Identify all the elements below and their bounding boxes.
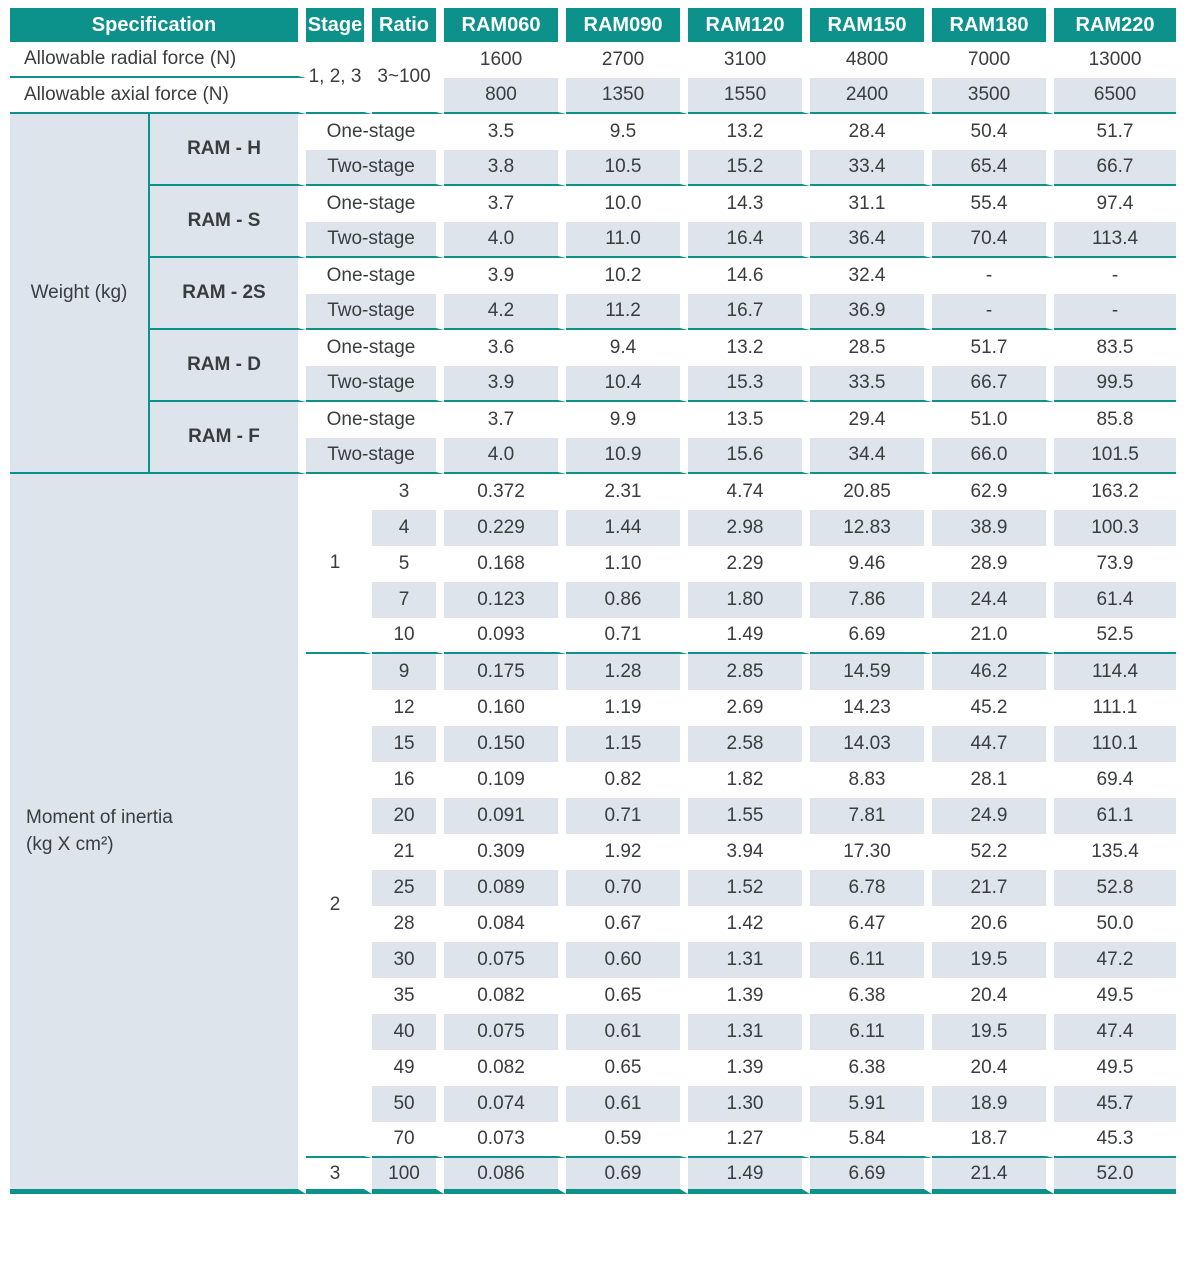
- value-cell: 110.1: [1054, 726, 1176, 762]
- value-cell: 6.38: [810, 1050, 932, 1086]
- value-cell: 1.19: [566, 690, 688, 726]
- value-cell: 28.5: [810, 330, 932, 366]
- value-cell: 2.58: [688, 726, 810, 762]
- value-cell: 45.3: [1054, 1122, 1176, 1158]
- value-cell: 1.49: [688, 618, 810, 654]
- value-cell: 100.3: [1054, 510, 1176, 546]
- value-cell: 13000: [1088, 49, 1142, 70]
- header-ratio: Ratio: [372, 8, 444, 42]
- value-cell: 33.5: [810, 366, 932, 402]
- value-cell: 163.2: [1091, 481, 1139, 502]
- value-cell: 4.0: [444, 222, 566, 258]
- value-cell: 55.4: [932, 186, 1054, 222]
- value-cell: 1.10: [566, 546, 688, 582]
- value-cell: 0.082: [444, 1050, 566, 1086]
- value-cell: 50.4: [932, 114, 1054, 150]
- value-cell: 5.84: [810, 1122, 932, 1158]
- value-cell: 66.0: [932, 438, 1054, 474]
- value-cell: 20.4: [932, 1050, 1054, 1086]
- value-cell: 21.4: [932, 1158, 1054, 1194]
- value-cell: 0.61: [566, 1014, 688, 1050]
- header-model-ram120: RAM120: [688, 8, 810, 42]
- value-cell: 83.5: [1096, 337, 1134, 358]
- value-cell: 7.86: [810, 582, 932, 618]
- value-cell: 1.49: [688, 1158, 810, 1194]
- table-row: [10, 186, 1176, 222]
- value-cell: 13.2: [688, 330, 810, 366]
- ratio-cell: 16: [372, 762, 444, 798]
- value-cell: 50.0: [1096, 913, 1134, 934]
- value-cell: 2.85: [688, 654, 810, 690]
- header-model-ram180: RAM180: [932, 8, 1054, 42]
- value-cell: 7000: [932, 42, 1054, 78]
- value-cell: 15.3: [688, 366, 810, 402]
- value-cell: 1.55: [688, 798, 810, 834]
- value-cell: 0.61: [566, 1086, 688, 1122]
- row-label-axial-force: Allowable axial force (N): [10, 78, 306, 114]
- value-cell: 6.69: [810, 1158, 932, 1194]
- value-cell: 13.2: [688, 114, 810, 150]
- value-cell: 0.309: [444, 834, 566, 870]
- value-cell: 52.8: [1054, 870, 1176, 906]
- value-cell: 0.69: [566, 1158, 688, 1194]
- value-cell: 1.15: [566, 726, 688, 762]
- value-cell: 1.92: [566, 834, 688, 870]
- inertia-label-line1: Moment of inertia: [26, 806, 173, 828]
- value-cell: 31.1: [810, 186, 932, 222]
- value-cell: 47.2: [1054, 942, 1176, 978]
- value-cell: 45.2: [932, 690, 1054, 726]
- value-cell: 10.2: [566, 258, 688, 294]
- value-cell: 33.4: [810, 150, 932, 186]
- value-cell: 0.71: [566, 798, 688, 834]
- value-cell: 6.11: [810, 1014, 932, 1050]
- value-cell: 0.089: [444, 870, 566, 906]
- value-cell: 36.4: [810, 222, 932, 258]
- value-cell: 61.4: [1054, 582, 1176, 618]
- ratio-cell: 9: [372, 654, 444, 690]
- inertia-stage-3: 3: [306, 1158, 372, 1194]
- value-cell: 28.9: [932, 546, 1054, 582]
- value-cell: 1.80: [688, 582, 810, 618]
- value-cell: 14.03: [810, 726, 932, 762]
- stage-type-label: One-stage: [306, 402, 444, 438]
- value-cell: 21.0: [932, 618, 1054, 654]
- value-cell: 36.9: [810, 294, 932, 330]
- value-cell: 0.65: [566, 978, 688, 1014]
- value-cell: 1.31: [688, 942, 810, 978]
- value-cell: 0.372: [444, 474, 566, 510]
- value-cell: 3.7: [444, 186, 566, 222]
- value-cell: 1.82: [688, 762, 810, 798]
- ratio-cell: 12: [372, 690, 444, 726]
- value-cell: 1.28: [566, 654, 688, 690]
- value-cell: 1.27: [688, 1122, 810, 1158]
- value-cell: 0.086: [444, 1158, 566, 1194]
- stage-type-label: One-stage: [306, 330, 444, 366]
- ratio-cell: 40: [372, 1014, 444, 1050]
- table-row: [10, 114, 1176, 150]
- value-cell: 21.7: [932, 870, 1054, 906]
- value-cell: 73.9: [1096, 553, 1134, 574]
- value-cell: 14.23: [810, 690, 932, 726]
- ratio-cell: 20: [372, 798, 444, 834]
- value-cell: 0.073: [444, 1122, 566, 1158]
- value-cell: 47.4: [1054, 1014, 1176, 1050]
- value-cell: 0.082: [444, 978, 566, 1014]
- ratio-cell: 100: [372, 1158, 444, 1194]
- value-cell: 6.69: [810, 618, 932, 654]
- value-cell: 0.59: [566, 1122, 688, 1158]
- value-cell: 19.5: [932, 1014, 1054, 1050]
- value-cell: 2400: [810, 78, 932, 114]
- value-cell: 1.30: [688, 1086, 810, 1122]
- value-cell: 5.91: [810, 1086, 932, 1122]
- value-cell: 19.5: [932, 942, 1054, 978]
- value-cell: 0.109: [444, 762, 566, 798]
- value-cell: 97.4: [1096, 193, 1134, 214]
- stage-type-label: One-stage: [306, 114, 444, 150]
- value-cell: 20.85: [810, 474, 932, 510]
- value-cell: 34.4: [810, 438, 932, 474]
- value-cell: 1.31: [688, 1014, 810, 1050]
- ratio-cell: 3: [372, 474, 444, 510]
- value-cell: 16.7: [688, 294, 810, 330]
- header-stage: Stage: [306, 8, 372, 42]
- stage-type-label: One-stage: [306, 186, 444, 222]
- value-cell: 6.78: [810, 870, 932, 906]
- value-cell: 20.4: [932, 978, 1054, 1014]
- stage-type-label: Two-stage: [306, 294, 444, 330]
- inertia-section-label: [10, 474, 306, 1194]
- value-cell: 15.6: [688, 438, 810, 474]
- value-cell: 99.5: [1054, 366, 1176, 402]
- value-cell: 52.0: [1054, 1158, 1176, 1194]
- value-cell: 0.60: [566, 942, 688, 978]
- value-cell: 10.0: [566, 186, 688, 222]
- value-cell: 6.38: [810, 978, 932, 1014]
- ratio-cell: 5: [372, 546, 444, 582]
- value-cell: 13.5: [688, 402, 810, 438]
- weight-section-label: Weight (kg): [10, 114, 150, 474]
- value-cell: 0.168: [444, 546, 566, 582]
- model-name-ram-d: RAM - D: [150, 330, 306, 402]
- model-name-ram-s: RAM - S: [150, 186, 306, 258]
- value-cell: 2.98: [688, 510, 810, 546]
- value-cell: 85.8: [1096, 409, 1134, 430]
- value-cell: 1.39: [688, 1050, 810, 1086]
- ratio-cell: 21: [372, 834, 444, 870]
- value-cell: 10.5: [566, 150, 688, 186]
- ratio-cell: 4: [372, 510, 444, 546]
- value-cell: 52.5: [1054, 618, 1176, 654]
- value-cell: -: [932, 258, 1054, 294]
- value-cell: 3.7: [444, 402, 566, 438]
- value-cell: 49.5: [1096, 1057, 1134, 1078]
- header-specification: Specification: [10, 8, 306, 42]
- value-cell: 800: [444, 78, 566, 114]
- value-cell: 0.82: [566, 762, 688, 798]
- value-cell: 0.093: [444, 618, 566, 654]
- header-model-ram220: RAM220: [1054, 8, 1176, 42]
- value-cell: 0.091: [444, 798, 566, 834]
- value-cell: 32.4: [810, 258, 932, 294]
- inertia-stage-1: 1: [306, 474, 372, 654]
- value-cell: 3.94: [688, 834, 810, 870]
- header-row: [10, 8, 1176, 42]
- value-cell: 11.0: [566, 222, 688, 258]
- value-cell: 3.8: [444, 150, 566, 186]
- value-cell: 18.9: [932, 1086, 1054, 1122]
- value-cell: 14.3: [688, 186, 810, 222]
- stage-type-label: Two-stage: [306, 150, 444, 186]
- value-cell: 9.4: [566, 330, 688, 366]
- value-cell: 45.7: [1054, 1086, 1176, 1122]
- inertia-label-line2: (kg X cm²): [26, 833, 114, 855]
- value-cell: 51.7: [932, 330, 1054, 366]
- value-cell: 0.160: [444, 690, 566, 726]
- value-cell: 70.4: [932, 222, 1054, 258]
- value-cell: 0.074: [444, 1086, 566, 1122]
- value-cell: 28.1: [932, 762, 1054, 798]
- value-cell: 52.2: [932, 834, 1054, 870]
- value-cell: 9.9: [566, 402, 688, 438]
- value-cell: 0.70: [566, 870, 688, 906]
- model-name-ram-h: RAM - H: [150, 114, 306, 186]
- value-cell: 17.30: [810, 834, 932, 870]
- value-cell: 2700: [566, 42, 688, 78]
- model-name-ram-2s: RAM - 2S: [150, 258, 306, 330]
- value-cell: 3.9: [444, 258, 566, 294]
- value-cell: 16.4: [688, 222, 810, 258]
- value-cell: 1550: [688, 78, 810, 114]
- value-cell: 9.46: [810, 546, 932, 582]
- ratio-cell: 50: [372, 1086, 444, 1122]
- value-cell: 49.5: [1096, 985, 1134, 1006]
- value-cell: 69.4: [1096, 769, 1134, 790]
- value-cell: 8.83: [810, 762, 932, 798]
- value-cell: 2.31: [566, 474, 688, 510]
- value-cell: 10.4: [566, 366, 688, 402]
- ratio-cell: 28: [372, 906, 444, 942]
- ratio-range-value: 3~100: [372, 42, 444, 114]
- ratio-cell: 15: [372, 726, 444, 762]
- value-cell: 3100: [688, 42, 810, 78]
- table-row: [10, 474, 1176, 510]
- value-cell: 1600: [444, 42, 566, 78]
- stage-type-label: Two-stage: [306, 366, 444, 402]
- value-cell: 1.39: [688, 978, 810, 1014]
- value-cell: 6.11: [810, 942, 932, 978]
- value-cell: 4.74: [688, 474, 810, 510]
- value-cell: 38.9: [932, 510, 1054, 546]
- value-cell: 6500: [1054, 78, 1176, 114]
- value-cell: 0.084: [444, 906, 566, 942]
- value-cell: 20.6: [932, 906, 1054, 942]
- ratio-cell: 25: [372, 870, 444, 906]
- value-cell: 14.6: [688, 258, 810, 294]
- table-row: [10, 330, 1176, 366]
- value-cell: 135.4: [1091, 841, 1139, 862]
- value-cell: 113.4: [1054, 222, 1176, 258]
- stage-range-value: 1, 2, 3: [306, 42, 372, 114]
- value-cell: 4.0: [444, 438, 566, 474]
- header-model-ram090: RAM090: [566, 8, 688, 42]
- value-cell: 0.86: [566, 582, 688, 618]
- value-cell: 66.7: [1054, 150, 1176, 186]
- value-cell: 0.175: [444, 654, 566, 690]
- value-cell: 24.4: [932, 582, 1054, 618]
- ratio-cell: 7: [372, 582, 444, 618]
- value-cell: -: [1054, 294, 1176, 330]
- value-cell: 2.69: [688, 690, 810, 726]
- value-cell: 65.4: [932, 150, 1054, 186]
- value-cell: 2.29: [688, 546, 810, 582]
- table-row: [10, 258, 1176, 294]
- value-cell: -: [1111, 265, 1119, 286]
- ratio-cell: 35: [372, 978, 444, 1014]
- ratio-cell: 10: [372, 618, 444, 654]
- ratio-cell: 70: [372, 1122, 444, 1158]
- value-cell: 0.123: [444, 582, 566, 618]
- value-cell: 4800: [810, 42, 932, 78]
- value-cell: 61.1: [1054, 798, 1176, 834]
- table-row: [10, 402, 1176, 438]
- value-cell: 3.9: [444, 366, 566, 402]
- ratio-cell: 30: [372, 942, 444, 978]
- header-model-ram150: RAM150: [810, 8, 932, 42]
- value-cell: 24.9: [932, 798, 1054, 834]
- stage-type-label: Two-stage: [306, 438, 444, 474]
- table-row: [10, 42, 1176, 78]
- table-row: [10, 78, 1176, 114]
- value-cell: 6.47: [810, 906, 932, 942]
- value-cell: 3500: [932, 78, 1054, 114]
- value-cell: 1.42: [688, 906, 810, 942]
- value-cell: 66.7: [932, 366, 1054, 402]
- value-cell: 101.5: [1054, 438, 1176, 474]
- value-cell: 1.44: [566, 510, 688, 546]
- value-cell: 9.5: [566, 114, 688, 150]
- value-cell: 51.0: [932, 402, 1054, 438]
- value-cell: -: [932, 294, 1054, 330]
- ratio-cell: 49: [372, 1050, 444, 1086]
- value-cell: 4.2: [444, 294, 566, 330]
- value-cell: 29.4: [810, 402, 932, 438]
- value-cell: 44.7: [932, 726, 1054, 762]
- value-cell: 111.1: [1092, 697, 1138, 718]
- value-cell: 0.229: [444, 510, 566, 546]
- value-cell: 11.2: [566, 294, 688, 330]
- stage-type-label: Two-stage: [306, 222, 444, 258]
- value-cell: 51.7: [1096, 121, 1134, 142]
- value-cell: 0.65: [566, 1050, 688, 1086]
- value-cell: 15.2: [688, 150, 810, 186]
- value-cell: 114.4: [1054, 654, 1176, 690]
- value-cell: 0.075: [444, 942, 566, 978]
- value-cell: 0.075: [444, 1014, 566, 1050]
- value-cell: 12.83: [810, 510, 932, 546]
- value-cell: 1.52: [688, 870, 810, 906]
- value-cell: 0.71: [566, 618, 688, 654]
- value-cell: 62.9: [932, 474, 1054, 510]
- stage-type-label: One-stage: [306, 258, 444, 294]
- value-cell: 3.6: [444, 330, 566, 366]
- value-cell: 10.9: [566, 438, 688, 474]
- row-label-radial-force: Allowable radial force (N): [10, 42, 306, 78]
- model-name-ram-f: RAM - F: [150, 402, 306, 474]
- value-cell: 28.4: [810, 114, 932, 150]
- inertia-stage-2: 2: [306, 654, 372, 1158]
- value-cell: 0.67: [566, 906, 688, 942]
- value-cell: 14.59: [810, 654, 932, 690]
- value-cell: 7.81: [810, 798, 932, 834]
- header-model-ram060: RAM060: [444, 8, 566, 42]
- value-cell: 46.2: [932, 654, 1054, 690]
- value-cell: 0.150: [444, 726, 566, 762]
- value-cell: 1350: [566, 78, 688, 114]
- value-cell: 18.7: [932, 1122, 1054, 1158]
- value-cell: 3.5: [444, 114, 566, 150]
- spec-table: [10, 8, 1176, 1194]
